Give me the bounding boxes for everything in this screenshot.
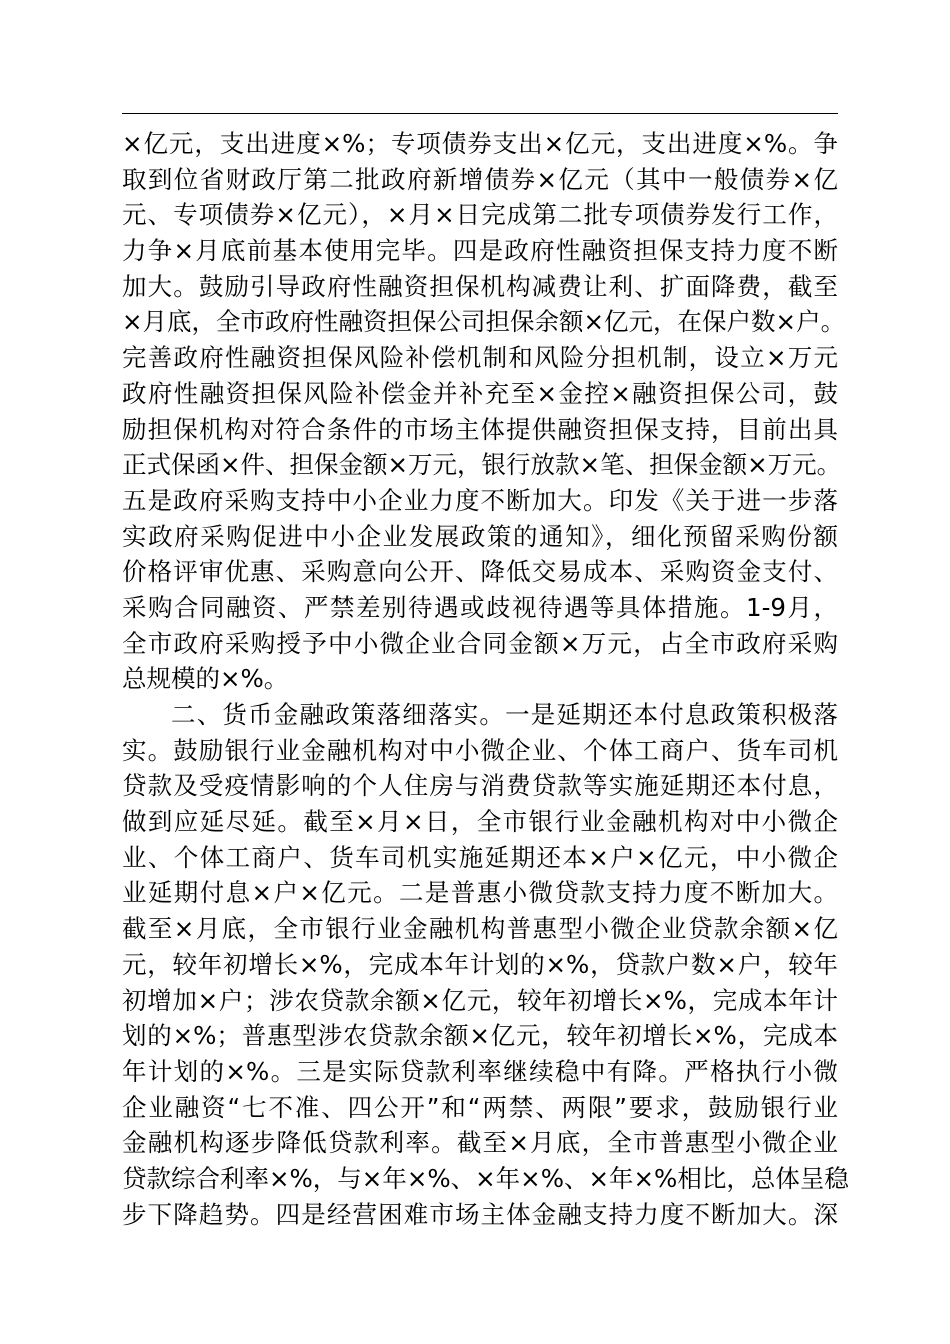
text-line: 完善政府性融资担保风险补偿机制和风险分担机制，设立×万元	[122, 343, 838, 373]
text-line: 业延期付息×户×亿元。二是普惠小微贷款支持力度不断加大。	[122, 878, 838, 908]
text-line: 截至×月底，全市银行业金融机构普惠型小微企业贷款余额×亿	[122, 914, 838, 944]
paragraph-monetary-policy	[122, 697, 849, 1232]
text-line: 步下降趋势。四是经营困难市场主体金融支持力度不断加大。深	[122, 1199, 838, 1229]
text-line: 价格评审优惠、采购意向公开、降低交易成本、采购资金支付、	[122, 557, 838, 587]
text-line: 实。鼓励银行业金融机构对中小微企业、个体工商户、货车司机	[122, 735, 838, 765]
text-line: 励担保机构对符合条件的市场主体提供融资担保支持，目前出具	[122, 414, 838, 444]
text-line: 取到位省财政厅第二批政府新增债券×亿元（其中一般债券×亿	[122, 164, 838, 194]
text-line: 实政府采购促进中小企业发展政策的通知》，细化预留采购份额	[122, 521, 838, 551]
text-line: 划的×%；普惠型涉农贷款余额×亿元，较年初增长×%，完成本	[122, 1021, 838, 1051]
document-body	[122, 126, 849, 1232]
text-line: ×亿元，支出进度×%；专项债券支出×亿元，支出进度×%。争	[122, 129, 838, 158]
text-line: 全市政府采购授予中小微企业合同金额×万元，占全市政府采购	[122, 628, 838, 658]
text-line: 正式保函×件、担保金额×万元，银行放款×笔、担保金额×万元。	[122, 450, 842, 480]
text-line: 业、个体工商户、货车司机实施延期还本×户×亿元，中小微企	[122, 842, 838, 872]
text-line: 企业融资“七不准、四公开”和“两禁、两限”要求，鼓励银行业	[122, 1092, 838, 1122]
text-line: 贷款综合利率×%，与×年×%、×年×%、×年×%相比，总体呈稳	[122, 1163, 849, 1193]
text-line: 加大。鼓励引导政府性融资担保机构减费让利、扩面降费，截至	[122, 271, 838, 301]
text-line: 元，较年初增长×%，完成本年计划的×%，贷款户数×户，较年	[122, 949, 838, 979]
text-line: 初增加×户；涉农贷款余额×亿元，较年初增长×%，完成本年计	[122, 985, 838, 1015]
section-heading-line: 二、货币金融政策落细落实。一是延期还本付息政策积极落	[171, 700, 838, 729]
text-line: 年计划的×%。三是实际贷款利率继续稳中有降。严格执行小微	[122, 1056, 838, 1086]
text-line: 金融机构逐步降低贷款利率。截至×月底，全市普惠型小微企业	[122, 1128, 838, 1158]
text-line: 五是政府采购支持中小企业力度不断加大。印发《关于进一步落	[122, 485, 838, 515]
header-divider	[122, 113, 838, 114]
text-line: 贷款及受疫情影响的个人住房与消费贷款等实施延期还本付息，	[122, 771, 838, 801]
text-line: 元、专项债券×亿元），×月×日完成第二批专项债券发行工作，	[122, 200, 838, 230]
text-line: 政府性融资担保风险补偿金并补充至×金控×融资担保公司，鼓	[122, 378, 838, 408]
paragraph-fiscal-policy	[122, 126, 846, 697]
text-line: 力争×月底前基本使用完毕。四是政府性融资担保支持力度不断	[122, 236, 838, 266]
text-line: 做到应延尽延。截至×月×日，全市银行业金融机构对中小微企	[122, 807, 838, 837]
text-line: ×月底，全市政府性融资担保公司担保余额×亿元，在保户数×户。	[122, 307, 846, 337]
text-line: 总规模的×%。	[122, 664, 289, 694]
text-line: 采购合同融资、严禁差别待遇或歧视待遇等具体措施。1-9月，	[122, 592, 838, 622]
